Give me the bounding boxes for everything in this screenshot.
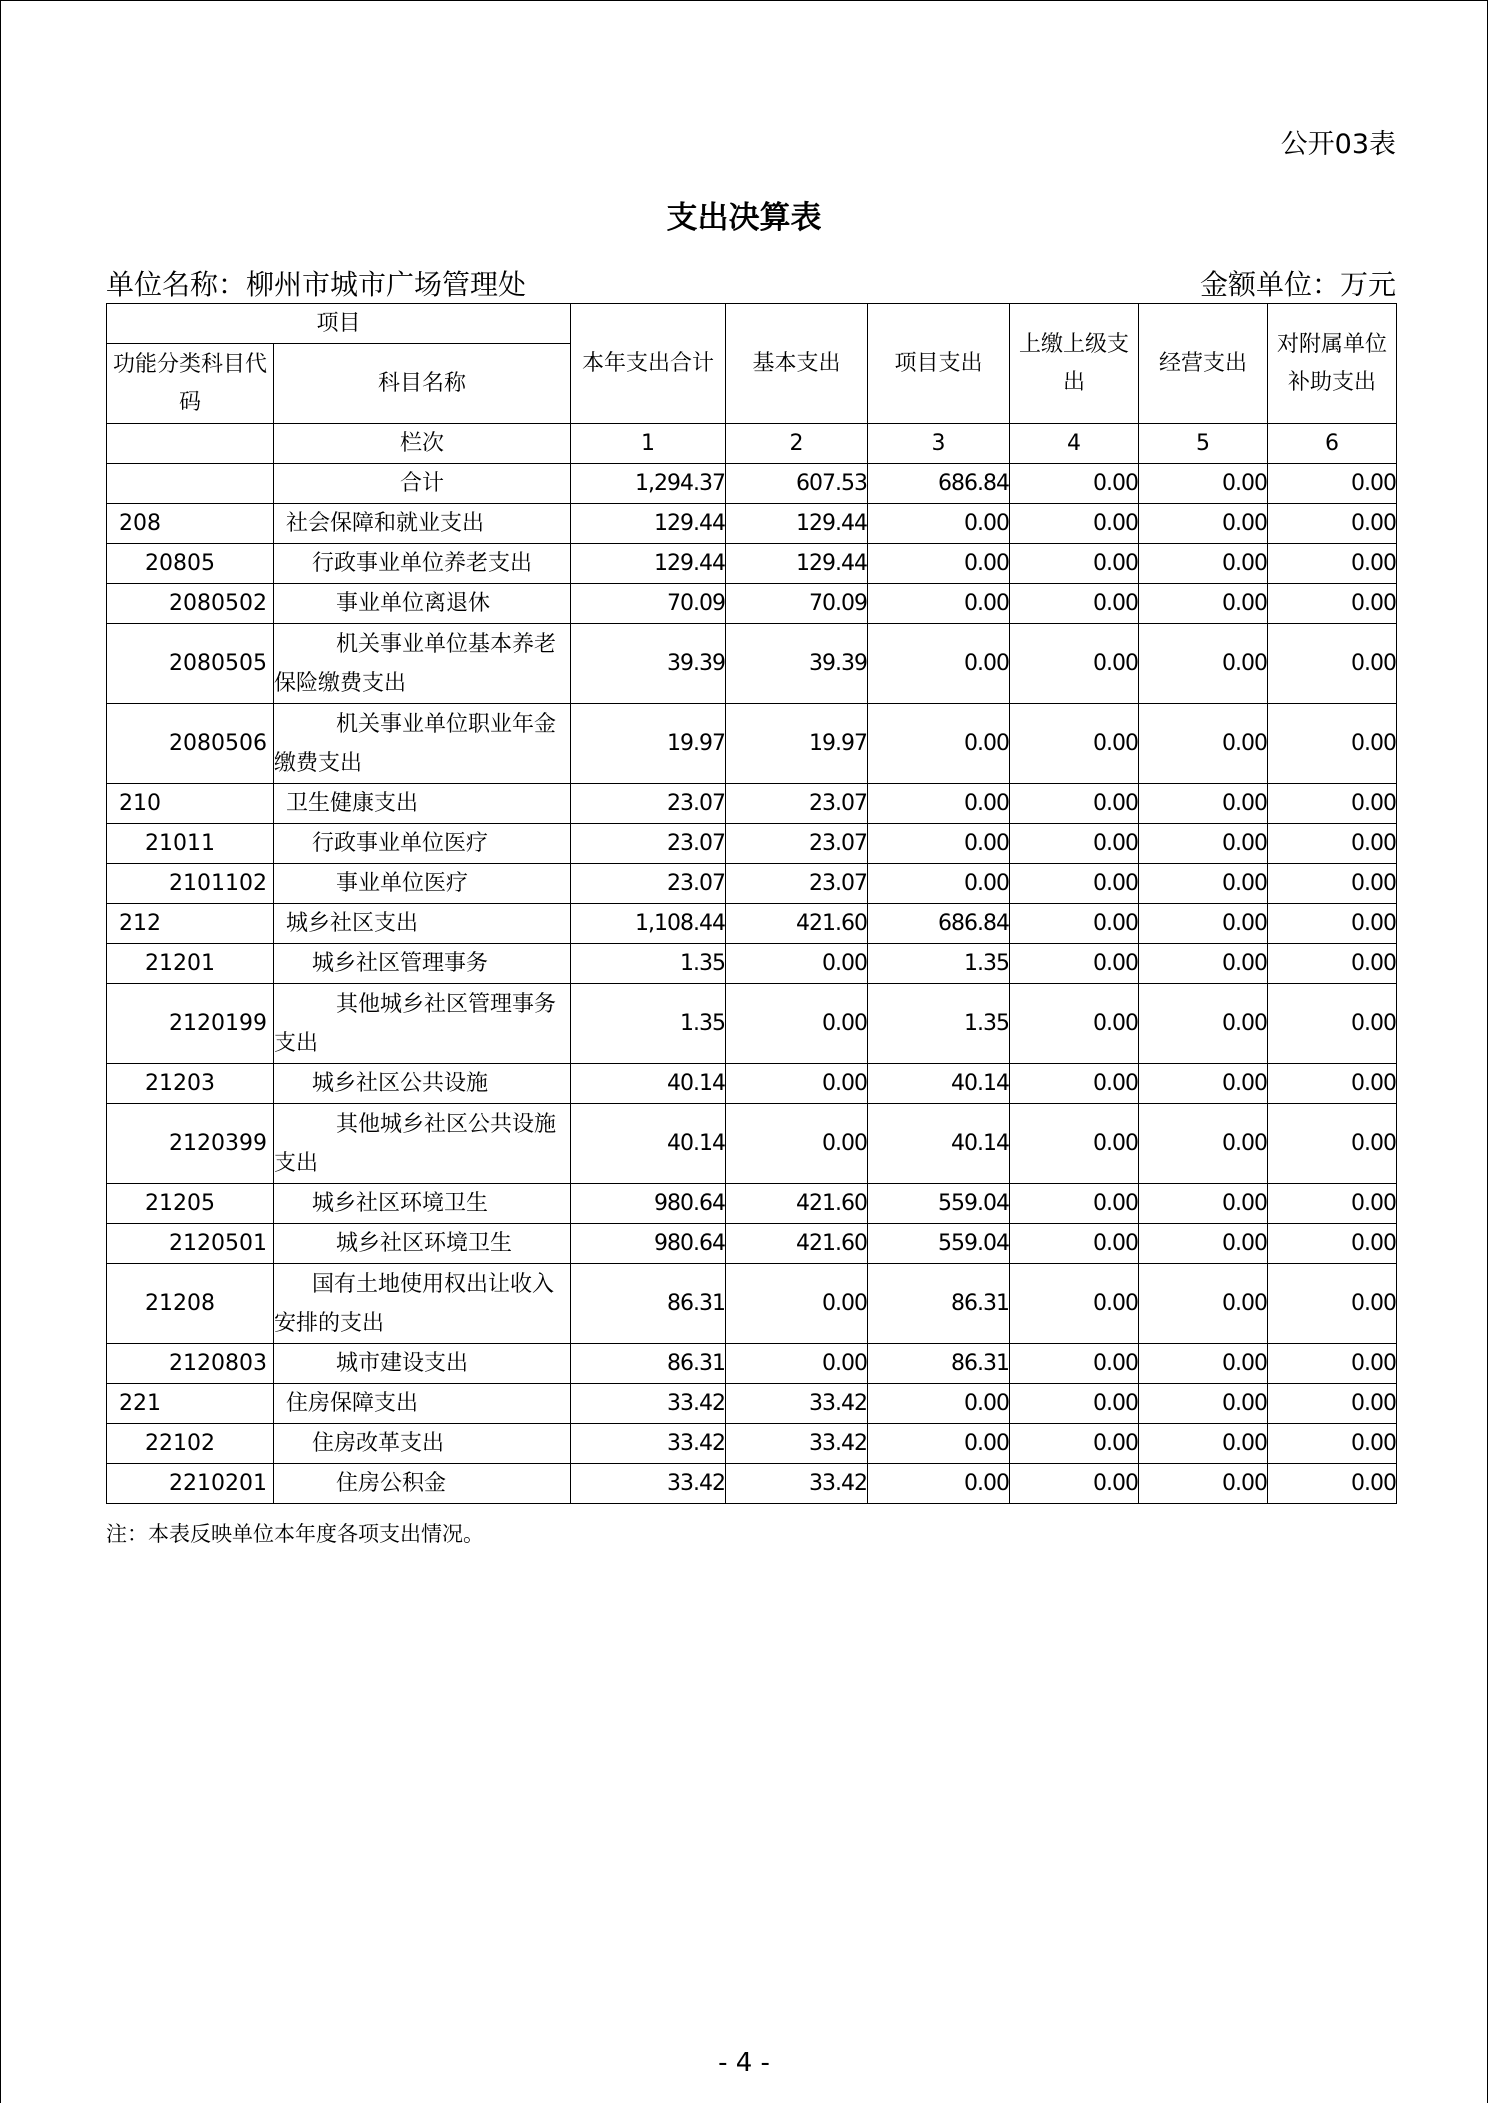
table-row [107, 1384, 1397, 1424]
amount-cell: 0.00 [1010, 1184, 1139, 1224]
subject-code: 208 [107, 504, 274, 544]
amount-cell: 0.00 [1268, 624, 1397, 704]
subject-name: 事业单位医疗 [274, 864, 571, 904]
amount-cell: 33.42 [571, 1424, 726, 1464]
amount-cell: 0.00 [868, 624, 1010, 704]
amount-cell: 1.35 [868, 944, 1010, 984]
amount-cell: 23.07 [571, 864, 726, 904]
subject-code: 21201 [107, 944, 274, 984]
amount-cell: 39.39 [571, 624, 726, 704]
table-row [107, 1424, 1397, 1464]
amount-cell: 0.00 [1010, 944, 1139, 984]
amount-cell: 559.04 [868, 1184, 1010, 1224]
subject-code: 221 [107, 1384, 274, 1424]
total-row [107, 464, 1397, 504]
amount-cell: 0.00 [1268, 1264, 1397, 1344]
amount-cell: 0.00 [1268, 1184, 1397, 1224]
amount-cell: 0.00 [1268, 1464, 1397, 1504]
header-row-1 [107, 304, 1397, 344]
amount-cell: 86.31 [571, 1344, 726, 1384]
table-row [107, 544, 1397, 584]
amount-cell: 0.00 [868, 864, 1010, 904]
header-business: 经营支出 [1139, 304, 1268, 424]
amount-cell: 0.00 [1010, 1464, 1139, 1504]
page-number: - 4 - [718, 2048, 770, 2078]
money-unit: 金额单位：万元 [1199, 268, 1396, 301]
amount-cell: 0.00 [1139, 1264, 1268, 1344]
subject-name: 行政事业单位养老支出 [274, 544, 571, 584]
header-subsidy: 对附属单位补助支出 [1268, 304, 1397, 424]
amount-cell: 33.42 [726, 1384, 868, 1424]
amount-cell: 1,108.44 [571, 904, 726, 944]
table-note: 注：本表反映单位本年度各项支出情况。 [106, 1522, 484, 1546]
subject-name: 社会保障和就业支出 [274, 504, 571, 544]
amount-cell: 0.00 [1010, 784, 1139, 824]
table-row [107, 1104, 1397, 1184]
amount-cell: 980.64 [571, 1184, 726, 1224]
amount-cell: 0.00 [1139, 904, 1268, 944]
subject-name: 城乡社区支出 [274, 904, 571, 944]
amount-cell: 33.42 [571, 1464, 726, 1504]
column-order-row [107, 424, 1397, 464]
amount-cell: 33.42 [571, 1384, 726, 1424]
amount-cell: 0.00 [726, 944, 868, 984]
amount-cell: 0.00 [1010, 1104, 1139, 1184]
amount-cell: 0.00 [1010, 1064, 1139, 1104]
amount-cell: 1.35 [571, 984, 726, 1064]
amount-cell: 421.60 [726, 1184, 868, 1224]
amount-cell: 0.00 [1139, 1384, 1268, 1424]
amount-cell: 0.00 [868, 1464, 1010, 1504]
amount-cell: 0.00 [868, 584, 1010, 624]
amount-cell: 0.00 [1139, 624, 1268, 704]
subject-name: 城乡社区公共设施 [274, 1064, 571, 1104]
amount-cell: 0.00 [1268, 864, 1397, 904]
amount-cell: 0.00 [726, 1104, 868, 1184]
total-value: 607.53 [726, 464, 868, 504]
subject-code: 2210201 [107, 1464, 274, 1504]
amount-cell: 1.35 [571, 944, 726, 984]
subject-code: 20805 [107, 544, 274, 584]
amount-cell: 0.00 [1010, 1224, 1139, 1264]
amount-cell: 0.00 [1268, 944, 1397, 984]
unit-name: 单位名称：柳州市城市广场管理处 [106, 268, 527, 301]
amount-cell: 0.00 [1139, 1184, 1268, 1224]
table-row [107, 1264, 1397, 1344]
amount-cell: 0.00 [868, 784, 1010, 824]
amount-cell: 39.39 [726, 624, 868, 704]
amount-cell: 0.00 [1010, 864, 1139, 904]
column-order-label: 栏次 [274, 424, 571, 464]
amount-cell: 40.14 [571, 1104, 726, 1184]
column-number: 1 [571, 424, 726, 464]
subject-name: 住房保障支出 [274, 1384, 571, 1424]
table-row [107, 864, 1397, 904]
amount-cell: 129.44 [726, 544, 868, 584]
subject-name: 卫生健康支出 [274, 784, 571, 824]
amount-cell: 0.00 [868, 1384, 1010, 1424]
subject-code: 2080506 [107, 704, 274, 784]
amount-cell: 0.00 [1139, 864, 1268, 904]
expenditure-table [106, 303, 1397, 1504]
table-row [107, 504, 1397, 544]
subject-name: 机关事业单位职业年金缴费支出 [274, 704, 571, 784]
subject-code: 22102 [107, 1424, 274, 1464]
amount-cell: 0.00 [1010, 1344, 1139, 1384]
subject-name: 国有土地使用权出让收入安排的支出 [274, 1264, 571, 1344]
amount-cell: 0.00 [1010, 1424, 1139, 1464]
column-number: 6 [1268, 424, 1397, 464]
amount-cell: 23.07 [726, 824, 868, 864]
amount-cell: 421.60 [726, 904, 868, 944]
subject-code: 2101102 [107, 864, 274, 904]
amount-cell: 421.60 [726, 1224, 868, 1264]
total-value: 0.00 [1268, 464, 1397, 504]
form-number: 公开03表 [1280, 129, 1396, 160]
amount-cell: 0.00 [868, 504, 1010, 544]
amount-cell: 0.00 [1010, 544, 1139, 584]
amount-cell: 40.14 [868, 1064, 1010, 1104]
table-row [107, 1224, 1397, 1264]
subject-code: 2080505 [107, 624, 274, 704]
subject-name: 机关事业单位基本养老保险缴费支出 [274, 624, 571, 704]
subject-code: 2120803 [107, 1344, 274, 1384]
amount-cell: 0.00 [1139, 1464, 1268, 1504]
amount-cell: 0.00 [1268, 1104, 1397, 1184]
amount-cell: 70.09 [571, 584, 726, 624]
amount-cell: 0.00 [1268, 904, 1397, 944]
amount-cell: 0.00 [1139, 824, 1268, 864]
amount-cell: 0.00 [1139, 1064, 1268, 1104]
amount-cell: 980.64 [571, 1224, 726, 1264]
amount-cell: 0.00 [1010, 824, 1139, 864]
table-row [107, 784, 1397, 824]
table-row [107, 944, 1397, 984]
total-value: 0.00 [1010, 464, 1139, 504]
amount-cell: 0.00 [1268, 824, 1397, 864]
amount-cell: 129.44 [571, 504, 726, 544]
amount-cell: 0.00 [1139, 944, 1268, 984]
amount-cell: 0.00 [1268, 984, 1397, 1064]
column-number: 3 [868, 424, 1010, 464]
amount-cell: 0.00 [1139, 504, 1268, 544]
amount-cell: 86.31 [571, 1264, 726, 1344]
amount-cell: 70.09 [726, 584, 868, 624]
amount-cell: 86.31 [868, 1344, 1010, 1384]
subject-name: 住房公积金 [274, 1464, 571, 1504]
amount-cell: 0.00 [1010, 1264, 1139, 1344]
amount-cell: 0.00 [726, 984, 868, 1064]
amount-cell: 19.97 [571, 704, 726, 784]
amount-cell: 0.00 [1139, 584, 1268, 624]
amount-cell: 1.35 [868, 984, 1010, 1064]
subject-code: 2120501 [107, 1224, 274, 1264]
subject-code: 2080502 [107, 584, 274, 624]
amount-cell: 0.00 [1010, 624, 1139, 704]
amount-cell: 0.00 [1139, 784, 1268, 824]
total-value: 0.00 [1139, 464, 1268, 504]
total-value: 686.84 [868, 464, 1010, 504]
header-upper: 上缴上级支出 [1010, 304, 1139, 424]
table-row [107, 824, 1397, 864]
header-project: 项目支出 [868, 304, 1010, 424]
amount-cell: 0.00 [868, 544, 1010, 584]
page-title: 支出决算表 [666, 200, 822, 236]
table-row [107, 904, 1397, 944]
amount-cell: 0.00 [1268, 704, 1397, 784]
subject-name: 城市建设支出 [274, 1344, 571, 1384]
subject-name: 城乡社区管理事务 [274, 944, 571, 984]
amount-cell: 0.00 [1010, 704, 1139, 784]
amount-cell: 40.14 [868, 1104, 1010, 1184]
amount-cell: 0.00 [1139, 1104, 1268, 1184]
header-item: 项目 [107, 304, 571, 344]
total-value: 1,294.37 [571, 464, 726, 504]
table-row [107, 584, 1397, 624]
subject-code: 21203 [107, 1064, 274, 1104]
table-row [107, 1464, 1397, 1504]
amount-cell: 0.00 [1268, 1064, 1397, 1104]
header-basic: 基本支出 [726, 304, 868, 424]
total-label: 合计 [274, 464, 571, 504]
subject-code: 21205 [107, 1184, 274, 1224]
amount-cell: 0.00 [1268, 504, 1397, 544]
amount-cell: 559.04 [868, 1224, 1010, 1264]
amount-cell: 23.07 [571, 824, 726, 864]
subject-name: 其他城乡社区公共设施支出 [274, 1104, 571, 1184]
amount-cell: 0.00 [1010, 1384, 1139, 1424]
table-row [107, 1184, 1397, 1224]
header-code: 功能分类科目代码 [107, 344, 274, 424]
subject-code: 2120199 [107, 984, 274, 1064]
amount-cell: 0.00 [1010, 504, 1139, 544]
amount-cell: 0.00 [1139, 1424, 1268, 1464]
amount-cell: 23.07 [726, 864, 868, 904]
amount-cell: 86.31 [868, 1264, 1010, 1344]
amount-cell: 0.00 [1139, 984, 1268, 1064]
subject-code: 210 [107, 784, 274, 824]
amount-cell: 0.00 [1139, 704, 1268, 784]
subject-code: 21208 [107, 1264, 274, 1344]
amount-cell: 19.97 [726, 704, 868, 784]
subject-name: 城乡社区环境卫生 [274, 1184, 571, 1224]
amount-cell: 0.00 [1139, 1344, 1268, 1384]
amount-cell: 0.00 [1268, 544, 1397, 584]
amount-cell: 0.00 [1139, 1224, 1268, 1264]
amount-cell: 0.00 [1010, 584, 1139, 624]
column-number: 4 [1010, 424, 1139, 464]
amount-cell: 686.84 [868, 904, 1010, 944]
amount-cell: 0.00 [1268, 1424, 1397, 1464]
subject-name: 其他城乡社区管理事务支出 [274, 984, 571, 1064]
amount-cell: 33.42 [726, 1424, 868, 1464]
subject-code: 2120399 [107, 1104, 274, 1184]
amount-cell: 0.00 [1010, 904, 1139, 944]
subject-name: 事业单位离退休 [274, 584, 571, 624]
amount-cell: 0.00 [868, 1424, 1010, 1464]
table-row [107, 984, 1397, 1064]
amount-cell: 0.00 [726, 1264, 868, 1344]
amount-cell: 129.44 [726, 504, 868, 544]
subject-code: 21011 [107, 824, 274, 864]
subject-name: 城乡社区环境卫生 [274, 1224, 571, 1264]
column-number: 2 [726, 424, 868, 464]
table-row [107, 1344, 1397, 1384]
column-number: 5 [1139, 424, 1268, 464]
amount-cell: 33.42 [726, 1464, 868, 1504]
amount-cell: 0.00 [1139, 544, 1268, 584]
amount-cell: 129.44 [571, 544, 726, 584]
subject-code: 212 [107, 904, 274, 944]
table-row [107, 704, 1397, 784]
amount-cell: 40.14 [571, 1064, 726, 1104]
amount-cell: 0.00 [1268, 1224, 1397, 1264]
amount-cell: 0.00 [726, 1064, 868, 1104]
subject-name: 行政事业单位医疗 [274, 824, 571, 864]
amount-cell: 0.00 [868, 704, 1010, 784]
amount-cell: 23.07 [571, 784, 726, 824]
amount-cell: 0.00 [726, 1344, 868, 1384]
amount-cell: 0.00 [1268, 1344, 1397, 1384]
amount-cell: 0.00 [1010, 984, 1139, 1064]
amount-cell: 0.00 [868, 824, 1010, 864]
amount-cell: 0.00 [1268, 584, 1397, 624]
header-total: 本年支出合计 [571, 304, 726, 424]
table-row [107, 1064, 1397, 1104]
header-name: 科目名称 [274, 344, 571, 424]
amount-cell: 0.00 [1268, 784, 1397, 824]
table-row [107, 624, 1397, 704]
subject-name: 住房改革支出 [274, 1424, 571, 1464]
amount-cell: 0.00 [1268, 1384, 1397, 1424]
amount-cell: 23.07 [726, 784, 868, 824]
total-code-blank [107, 464, 274, 504]
column-order-blank [107, 424, 274, 464]
